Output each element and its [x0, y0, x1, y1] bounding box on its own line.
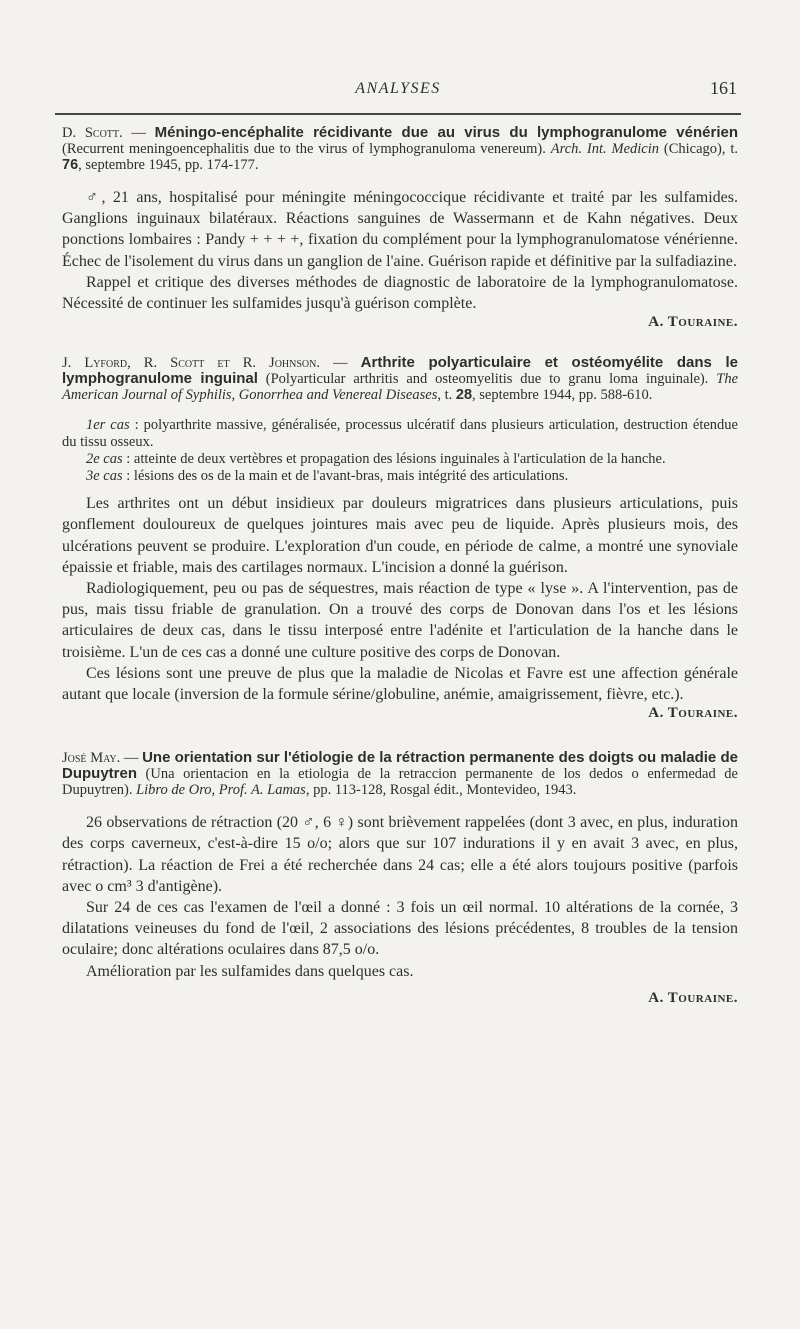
- article-paragraph: Rappel et critique des diverses méthodes de diagnostic de laboratoire de la lymphogranulomatose. Nécessité de continuer les sulfamides jusqu'à guérison complète.: [62, 273, 738, 313]
- header-rule: [55, 113, 741, 115]
- article-reference: [62, 355, 738, 403]
- ref-authors: J. Lyford, R. Scott et R. Johnson.: [62, 355, 320, 372]
- case-text: : lésions des os de la main et de l'avant-bras, mais intégrité des articulations.: [122, 468, 569, 485]
- paragraph-spacer: [62, 485, 738, 493]
- ref-dash: —: [120, 750, 143, 767]
- article-separator: [62, 331, 738, 355]
- article-paragraph: 26 observations de rétraction (20 ♂, 6 ♀) sont brièvement rappelées (dont 3 avec, en plus, induration des corps caverneux, c'est-à-dire 15 o/o; alors que sur 107 indurations il y en avait 3 avec, en plus, rétraction). La réaction de Frei a été recherchée dans 24 cas; elle a été alors toujours positive (parfois avec o cm³ 3 d'antigène).: [62, 814, 738, 895]
- case-text: : atteinte de deux vertèbres et propagation des lésions inguinales à l'articulation de la hanche.: [122, 451, 666, 468]
- running-head-title: ANALYSES: [355, 80, 441, 97]
- ref-dash: —: [320, 355, 361, 372]
- ref-tail: , septembre 1944, pp. 588-610.: [472, 387, 653, 404]
- ref-subtitle: (Polyarticular arthritis and osteomyelitis due to granu loma inguinale).: [257, 371, 717, 388]
- signature-text: A. Touraine.: [648, 989, 738, 1006]
- case-lead: 2e cas: [86, 451, 123, 468]
- article-signature: [62, 990, 738, 1007]
- case-text: : polyarthrite massive, généralisée, processus ulcératif dans plusieurs articulation, destruction étendue du tissu osseux.: [62, 417, 738, 451]
- article-paragraph: ♂, 21 ans, hospitalisé pour méningite méningococcique récidivante et traité par les sulfamides. Ganglions inguinaux bilatéraux. Réactions sanguines de Wassermann et de Kahn négatives. Deux ponctions lombaires : Pandy + + + +, fixation du complément pour la lymphogranulomatose vénérienne. Échec de l'isolement du virus dans un ganglion de l'aine. Guérison rapide et définitive par la sulfadiazine.: [62, 189, 738, 270]
- article-paragraph: Radiologiquement, peu ou pas de séquestres, mais réaction de type « lyse ». A l'intervention, pas de pus, mais tissu friable de granulation. On a trouvé des corps de Donovan dans l'os et les lésions articulaires de deux cas, dans le tissu interposé entre l'adénite et l'articulation de la hanche dans le troisième. L'un de ces cas a donné une culture positive des corps de Donovan.: [62, 580, 738, 661]
- case-lead: 3e cas: [86, 468, 123, 485]
- article-scott: [62, 125, 738, 331]
- ref-subtitle: (Recurrent meningoencephalitis due to the virus of lymphogranuloma venereum).: [62, 141, 551, 157]
- signature-text: A. Touraine.: [648, 705, 738, 722]
- article-signature: [62, 314, 738, 331]
- ref-volume: 28: [455, 387, 473, 404]
- ref-tail: , septembre 1945, pp. 174-177.: [78, 157, 259, 173]
- case-lead: 1er cas: [86, 417, 130, 434]
- ref-journal: Libro de Oro, Prof. A. Lamas: [136, 782, 306, 799]
- ref-subtitle: (Una orientacion en la etiologia de la retraccion permanente de los dedos o enfermedad de Dupuytren).: [62, 766, 738, 799]
- article-reference: [62, 750, 738, 798]
- ref-volume: 76: [62, 157, 79, 173]
- ref-journal: Arch. Int. Medicin: [550, 141, 659, 157]
- ref-title: Méningo-encéphalite récidivante due au virus du lymphogranulome vénérien: [154, 124, 738, 141]
- ref-place: (Chicago), t.: [659, 141, 738, 157]
- article-lyford: [62, 355, 738, 722]
- ref-title: Une orientation sur l'étiologie de la rétraction permanente des doigts ou maladie de Dupuytren: [62, 749, 738, 783]
- ref-authors: D. Scott.: [62, 125, 123, 141]
- article-paragraph: Sur 24 de ces cas l'examen de l'œil a donné : 3 fois un œil normal. 10 altérations de la cornée, 3 dilatations veineuses du fond de l'œil, 2 associations des lésions précédentes, 8 troubles de la tension oculaire; donc altérations oculaires dans 87,5 o/o.: [62, 899, 738, 959]
- ref-place: , pp. 113-128, Rosgal édit., Montevideo, 1943.: [305, 782, 577, 799]
- case-paragraph: [62, 417, 738, 451]
- case-paragraph: [62, 451, 738, 468]
- signature-text: A. Touraine.: [648, 314, 738, 331]
- paragraph-spacer: [62, 982, 738, 990]
- ref-title: Arthrite polyarticulaire et ostéomyélite dans le lymphogranulome inguinal: [62, 354, 738, 388]
- article-reference: [62, 125, 738, 173]
- ref-authors: José May.: [62, 750, 121, 767]
- article-may: [62, 750, 738, 1007]
- page-number: 161: [710, 78, 737, 98]
- ref-dash: —: [122, 125, 155, 141]
- article-paragraph: Ces lésions sont une preuve de plus que la maladie de Nicolas et Favre est une affection générale autant que locale (inversion de la formule sérine/globuline, anémie, amaigrissement, fièvre, etc.).: [62, 664, 738, 704]
- running-head: [55, 78, 741, 104]
- case-paragraph: [62, 468, 738, 485]
- article-separator: [62, 722, 738, 750]
- ref-place: , t.: [437, 387, 456, 404]
- article-paragraph: Amélioration par les sulfamides dans quelques cas.: [86, 962, 414, 980]
- article-signature: [62, 705, 738, 722]
- ref-journal: The American Journal of Syphilis, Gonorrhea and Venereal Diseases: [62, 371, 738, 404]
- page-content: [62, 125, 738, 1007]
- article-paragraph: Les arthrites ont un début insidieux par douleurs migratrices dans plusieurs articulations, puis gonflement douloureux de quelques jointures mais avec peu de liquide. Après plusieurs mois, des ulcérations peuvent se produire. L'exploration d'un coude, en période de calme, a montré une synoviale épaissie et friable, mais des cartilages normaux. L'incision a donné la guérison.: [62, 495, 738, 576]
